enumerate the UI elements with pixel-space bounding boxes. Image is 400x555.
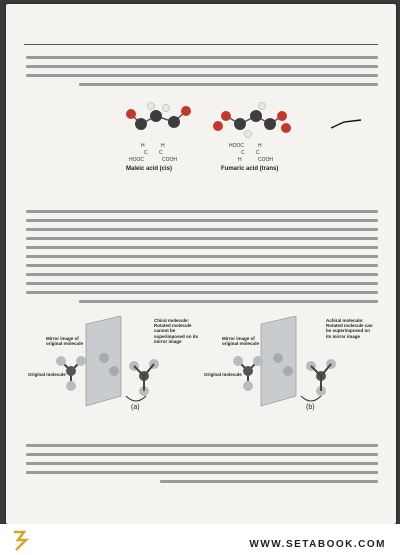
panel-a-chiral-note: Chiral molecule: Rotated molecule cannot be superimposed on its mirror image [154,318,199,344]
book-logo-icon [14,532,26,550]
panel-a-tag: (a) [131,404,140,411]
maleic-h-left: H [141,143,145,149]
maleic-acid-label: Maleic acid (cis) [126,166,173,172]
fumaric-h-top: H [258,143,262,149]
paragraph-intro [26,50,378,92]
running-header [24,30,378,45]
maleic-cooh-right: COOH [162,157,177,163]
figure-cis-trans [26,96,378,191]
figure-chirality [26,316,378,434]
setabook-logo [10,528,90,552]
fumaric-h-bottom: H [238,157,242,163]
paragraph-chirality [26,204,378,309]
fumaric-cooh: COOH [258,157,273,163]
fumaric-hooc: HOOC [229,143,244,149]
maleic-c-right: C [159,150,163,156]
molecule-models [26,96,378,176]
fumaric-c-left: C [241,150,245,156]
maleic-acid-model [126,103,191,131]
panel-b-mirror-note: Mirror image of original molecule [222,336,260,347]
maleic-cooh-left: HOOC [129,157,144,163]
maleic-c-left: C [144,150,148,156]
panel-b-original-label: Original molecule [204,372,242,377]
store-footer [0,524,400,555]
panel-b-achiral-note: Achiral molecule: Rotated molecule can be superimposed on its mirror image [326,318,373,339]
fumaric-acid-model [213,103,291,138]
fumaric-c-right: C [256,150,260,156]
panel-a-original-label: Original molecule [28,372,66,377]
fumaric-acid-label: Fumaric acid (trans) [221,166,279,172]
maleic-h-right: H [161,143,165,149]
store-url[interactable]: WWW.SETABOOK.COM [249,539,386,550]
paragraph-conformation [26,438,378,489]
document-page [6,4,396,524]
panel-b-tag: (b) [306,404,315,411]
panel-a-mirror-note: Mirror image of original molecule [46,336,84,347]
